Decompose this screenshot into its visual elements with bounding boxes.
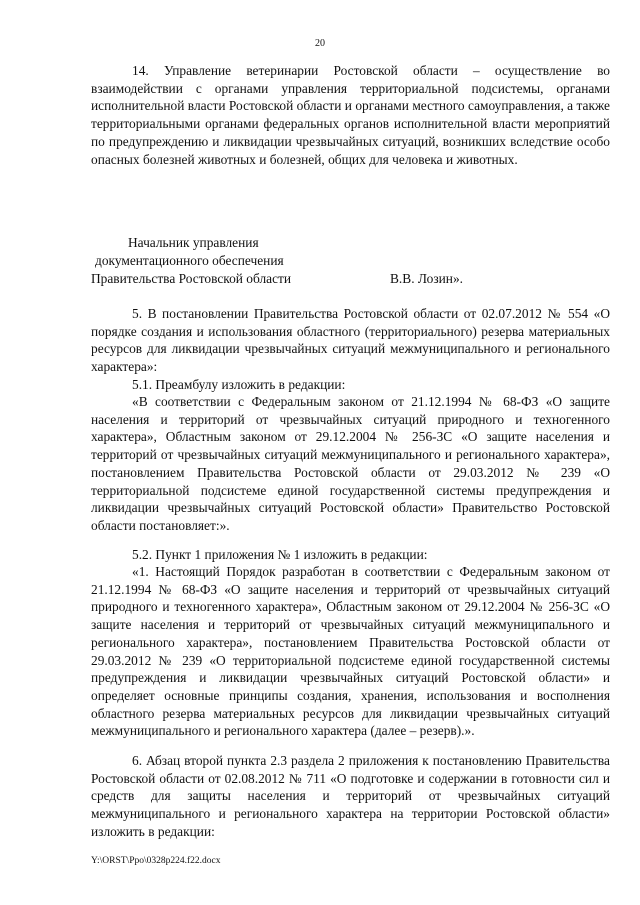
signature-name: В.В. Лозин». [390,271,464,286]
signature-title-line-1: Начальник управления [128,235,259,250]
paragraph-5-2-text: «1. Настоящий Порядок разработан в соответствии с Федеральным законом от 21.12.1994 № 68-ФЗ «О защите населения и территорий от чрезвычайных ситуаций природного и техногенного характера», Областным законом от 29.12.2004 № 256-ЗС «О защите населения и территорий от чрезвычайных ситуаций межмуниципального и регионального характера», постановлением Правительства Ростовской области от 29.03.2012 № 239 «О территориальной подсистеме единой государственной системы предупреждения и ликвидации чрезвычайных ситуаций Ростовской области» и определяет основные принципы создания, хранения, использования и восполнения областного резерва материальных ресурсов для ликвидации чрезвычайных ситуаций межмуниципального и регионального характера (далее – резерв).». [91,564,610,739]
paragraph-5-2: 5.2. Пункт 1 приложения № 1 изложить в редакции: [132,547,428,562]
signature-title-line-2: документационного обеспечения [95,253,284,268]
paragraph-5-1-text: «В соответствии с Федеральным законом от 21.12.1994 № 68-ФЗ «О защите населения и территорий от чрезвычайных ситуаций природного и техногенного характера», Областным законом от 29.12.2004 № 256-ЗС «О защите населения и территорий от чрезвычайных ситуаций межмуниципального и регионального характера», постановлением Правительства Ростовской области от 29.03.2012 № 239 «О территориальной подсистеме единой государственной системы предупреждения и ликвидации чрезвычайных ситуаций Ростовской области» Правительство Ростовской области постановляет:». [91,394,610,533]
paragraph-6: 6. Абзац второй пункта 2.3 раздела 2 приложения к постановлению Правительства Ростовской области от 02.08.2012 № 711 «О подготовке и содержании в готовности сил и средств для защиты населения и территорий от чрезвычайных ситуаций межмуниципального и регионального характера на территории Ростовской области» изложить в редакции: [91,753,610,839]
page-number: 20 [315,38,325,49]
paragraph-14: 14. Управление ветеринарии Ростовской области – осуществление во взаимодействии с органами управления территориальной подсистемы, органами исполнительной власти Ростовской области и органами местного самоуправления, а также территориальными органами федеральных органов исполнительной власти мероприятий по предупреждению и ликвидации чрезвычайных ситуаций, возникших вследствие особо опасных болезней животных и болезней, общих для человека и животных. [91,63,610,167]
file-path-footer: Y:\ORST\Ppo\0328p224.f22.docx [91,856,221,866]
signature-title-line-3: Правительства Ростовской области [91,271,292,286]
paragraph-5: 5. В постановлении Правительства Ростовской области от 02.07.2012 № 554 «О порядке создания и использования областного (территориального) резерва материальных ресурсов для ликвидации чрезвычайных ситуаций межмуниципального и регионального характера»: [91,306,610,375]
paragraph-5-1: 5.1. Преамбулу изложить в редакции: [132,377,346,392]
